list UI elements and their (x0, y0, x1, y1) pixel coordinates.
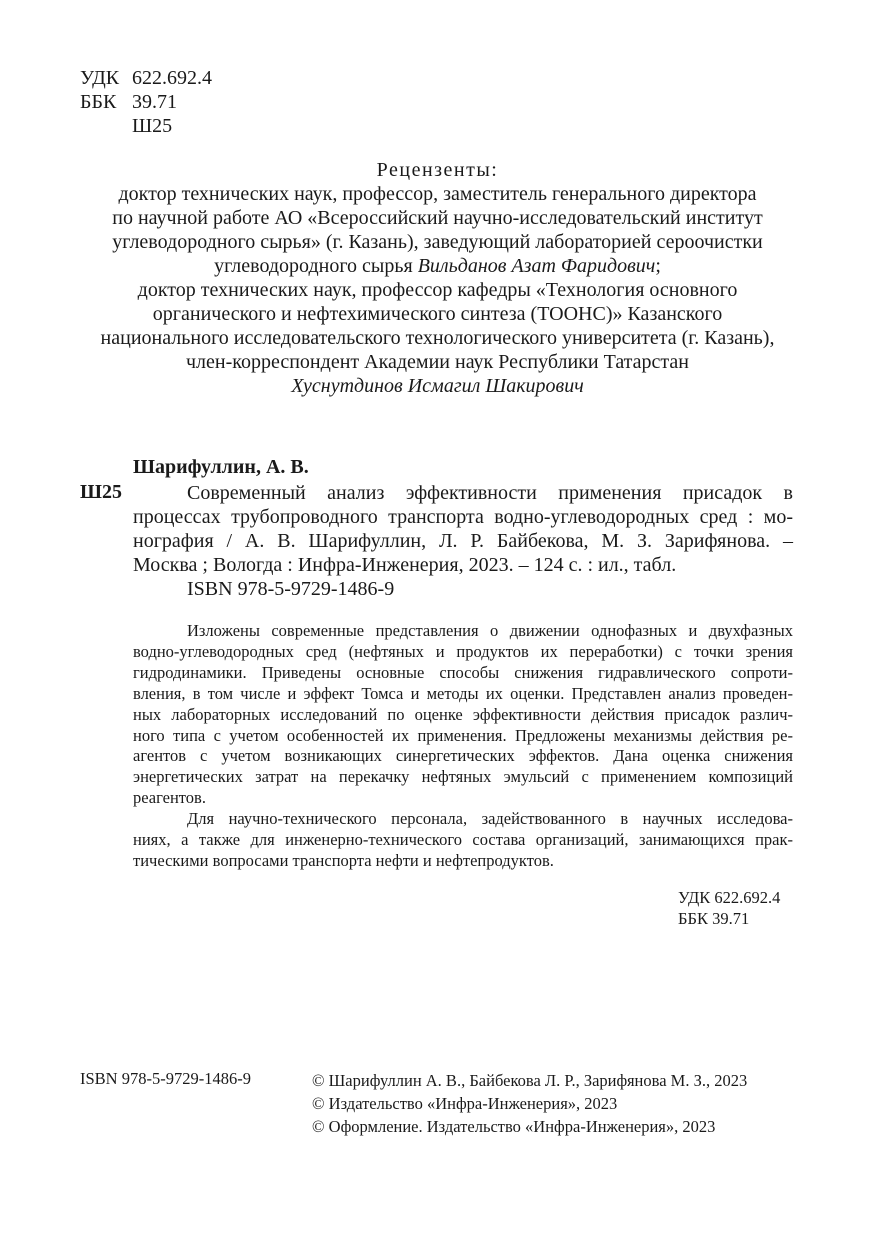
reviewers-heading: Рецензенты: (376, 159, 499, 181)
bbk-value: 39.71 (132, 91, 177, 113)
bib-line: процессах трубопроводного транспорта водно-углеводородных сред : мо- (133, 506, 793, 528)
annotation-line: тическими вопросами транспорта нефти и нефтепродуктов. (133, 850, 554, 870)
udk-bottom: УДК 622.692.4 (678, 888, 781, 907)
annotation-line: агентов с учетом возникающих синергетических эффектов. Дана оценка снижения (133, 746, 793, 766)
reviewer1-line: доктор технических наук, профессор, заместитель генерального директора (118, 183, 757, 205)
bib-line: нография / А. В. Шарифуллин, Л. Р. Байбекова, М. З. Зарифянова. – (133, 530, 793, 552)
annotation-line: водно-углеводородных сред (нефтяных и продуктов их переработки) с точки зрения (133, 641, 793, 661)
reviewer2-line: национального исследовательского технологического университета (г. Казань), (100, 327, 775, 349)
copyright-line: © Шарифуллин А. В., Байбекова Л. Р., Зарифянова М. З., 2023 (312, 1071, 748, 1090)
annotation-line: ниях, а также для инженерно-технического состава организаций, занимающихся прак- (133, 830, 793, 850)
annotation (133, 621, 793, 872)
reviewer2-name: Хуснутдинов Исмагил Шакирович (291, 375, 584, 397)
bbk-label: ББК (80, 91, 117, 113)
reviewer1-line: по научной работе АО «Всероссийский научно-исследовательский институт (112, 207, 763, 229)
bib-line: Москва ; Вологда : Инфра-Инженерия, 2023. – 124 с. : ил., табл. (133, 554, 677, 576)
reviewer1-last-line: углеводородного сырья Вильданов Азат Фаридович; (214, 255, 661, 277)
reviewer1-name: Вильданов Азат Фаридович (417, 255, 656, 277)
author-sign-bold: Ш25 (80, 481, 122, 503)
udk-value: 622.692.4 (132, 67, 212, 89)
classification-codes-bottom (678, 888, 780, 930)
annotation-line: вления, в том числе и эффект Томса и методы их оценки. Представлен анализ проведен- (133, 683, 793, 703)
bib-line: Современный анализ эффективности применения присадок в (187, 482, 793, 504)
reviewers-block (60, 158, 815, 398)
copyright-block (312, 1069, 747, 1138)
udk-row (80, 66, 212, 90)
bbk-row (80, 90, 212, 114)
annotation-line: гидродинамики. Приведены основные способы снижения гидравлического сопроти- (133, 662, 793, 682)
annotation-line: Изложены современные представления о движении однофазных и двухфазных (187, 621, 793, 640)
bibliographic-description (133, 481, 793, 601)
udk-label: УДК (80, 67, 120, 89)
bbk-bottom: ББК 39.71 (678, 908, 750, 928)
annotation-line: ных лабораторных исследований по оценке эффективности действия присадок различ- (133, 704, 793, 724)
annotation-line: энергетических затрат на перекачку нефтяных эмульсий с применением композиций (133, 767, 793, 787)
bib-isbn: ISBN 978-5-9729-1486-9 (187, 578, 395, 600)
reviewer1-line: углеводородного сырья» (г. Казань), заведующий лабораторией сероочистки (112, 231, 763, 253)
classification-codes (80, 66, 212, 138)
reviewer2-line: член-корреспондент Академии наук Республики Татарстан (186, 351, 689, 373)
author-sign-row (80, 114, 212, 138)
annotation-line: реагентов. (133, 788, 206, 808)
annotation-line: Для научно-технического персонала, задействованного в научных исследова- (187, 809, 793, 829)
annotation-line: ного типа с учетом особенностей их применения. Предложены механизмы действия ре- (133, 725, 793, 745)
author-sign: Ш25 (132, 115, 173, 137)
copyright-line: © Издательство «Инфра-Инженерия», 2023 (312, 1094, 618, 1113)
copyright-line: © Оформление. Издательство «Инфра-Инженерия», 2023 (312, 1117, 716, 1136)
reviewer2-line: доктор технических наук, профессор кафедры «Технология основного (137, 279, 738, 301)
isbn-footer: ISBN 978-5-9729-1486-9 (80, 1069, 251, 1088)
author-heading: Шарифуллин, А. В. (133, 456, 309, 478)
reviewer2-line: органического и нефтехимического синтеза (ТООНС)» Казанского (152, 303, 723, 325)
